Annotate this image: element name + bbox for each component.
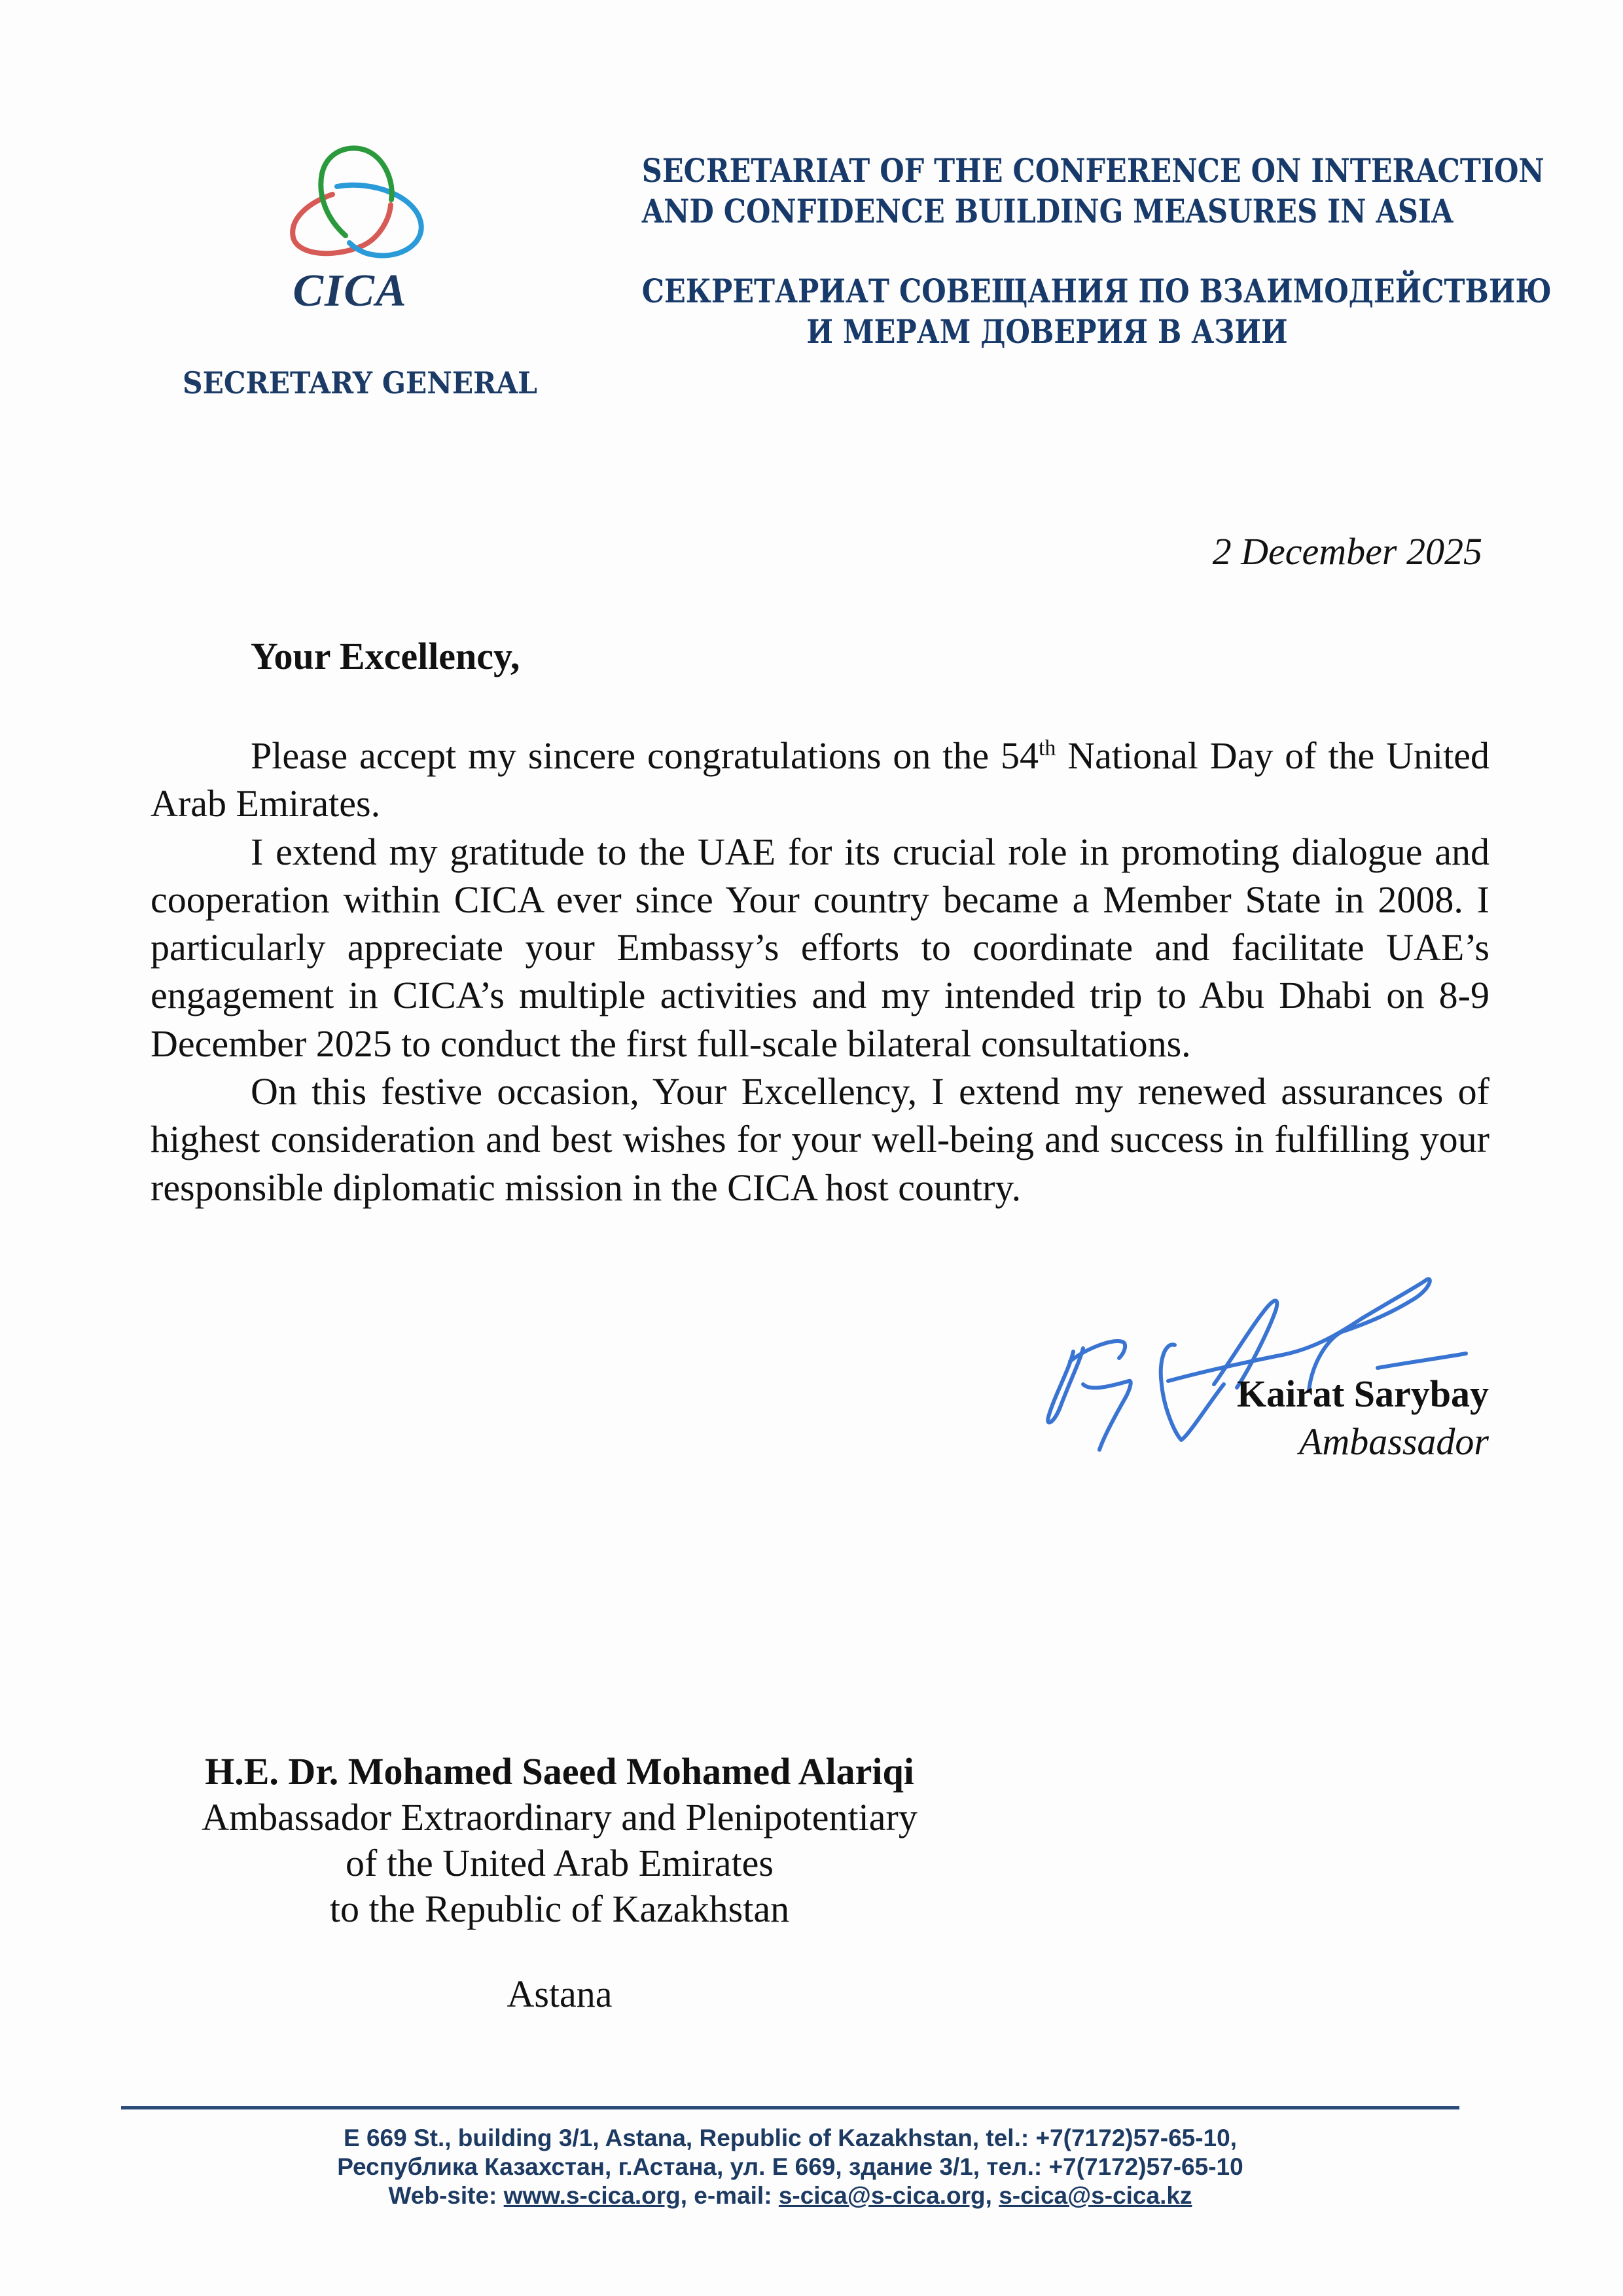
- recipient-line: Ambassador Extraordinary and Plenipotentiary: [202, 1796, 918, 1839]
- footer-web-line: [121, 2181, 1459, 2210]
- letterhead-title-ru-line: И МЕРАМ ДОВЕРИЯ В АЗИИ: [806, 312, 1288, 351]
- letter-body: [151, 732, 1489, 1211]
- recipient-block: [160, 1749, 959, 2017]
- letterhead-title-en-line: AND CONFIDENCE BUILDING MEASURES IN ASIA: [641, 192, 1454, 230]
- recipient-name: H.E. Dr. Mohamed Saeed Mohamed Alariqi: [205, 1750, 914, 1793]
- logo-wordmark: CICA: [293, 266, 408, 316]
- paragraph: On this festive occasion, Your Excellency, I extend my renewed assurances of highest consideration and best wishes for your well-being and success in fulfilling your responsible diplomatic mission in the CICA host country.: [151, 1070, 1489, 1209]
- cica-logo-icon: [281, 134, 438, 272]
- letterhead-title-ru: [641, 271, 1552, 352]
- signatory-title: Ambassador: [1298, 1420, 1489, 1463]
- email-label: , e-mail:: [680, 2182, 779, 2209]
- footer-divider: [121, 2106, 1459, 2109]
- signatory-name: Kairat Sarybay: [1236, 1372, 1489, 1415]
- salutation: Your Excellency,: [251, 635, 520, 677]
- footer-address-ru: Республика Казахстан, г.Астана, ул. Е 669, здание 3/1, тел.: +7(7172)57-65-10: [337, 2153, 1243, 2180]
- footer-address-en: E 669 St., building 3/1, Astana, Republic of Kazakhstan, tel.: +7(7172)57-65-10,: [344, 2125, 1237, 2151]
- paragraph: I extend my gratitude to the UAE for its crucial role in promoting dialogue and cooperation within CICA ever since Your country became a Member State in 2008. I particularly appreciate your Embassy’s efforts to coordinate and facilitate UAE’s engagement in CICA’s multiple activities and my intended trip to Abu Dhabi on 8-9 December 2025 to conduct the first full-scale bilateral consultations.: [151, 830, 1489, 1065]
- email-link-kz[interactable]: s-cica@s-cica.kz: [999, 2182, 1192, 2209]
- email-link-org[interactable]: s-cica@s-cica.org: [778, 2182, 986, 2209]
- letterhead-title-en: [641, 151, 1544, 232]
- recipient-line: of the United Arab Emirates: [346, 1842, 774, 1884]
- separator: ,: [985, 2182, 999, 2209]
- office-title: SECRETARY GENERAL: [183, 365, 537, 401]
- recipient-line: to the Republic of Kazakhstan: [329, 1888, 790, 1930]
- letter-date: 2 December 2025: [1212, 530, 1482, 573]
- letterhead-title-en-line: SECRETARIAT OF THE CONFERENCE ON INTERACTION: [641, 151, 1544, 190]
- recipient-city: Astana: [507, 1973, 613, 2015]
- paragraph-text: Please accept my sincere congratulations on the 54: [251, 734, 1039, 777]
- letterhead-title-ru-line: СЕКРЕТАРИАТ СОВЕЩАНИЯ ПО ВЗАИМОДЕЙСТВИЮ: [641, 272, 1552, 310]
- footer-contact: [121, 2124, 1459, 2210]
- website-label: Web-site:: [388, 2182, 504, 2209]
- paragraph-text: National Day of the United Arab Emirates.: [151, 734, 1489, 825]
- ordinal-suffix: th: [1038, 736, 1056, 761]
- website-link[interactable]: www.s-cica.org: [503, 2182, 681, 2209]
- paragraph: [151, 732, 1489, 828]
